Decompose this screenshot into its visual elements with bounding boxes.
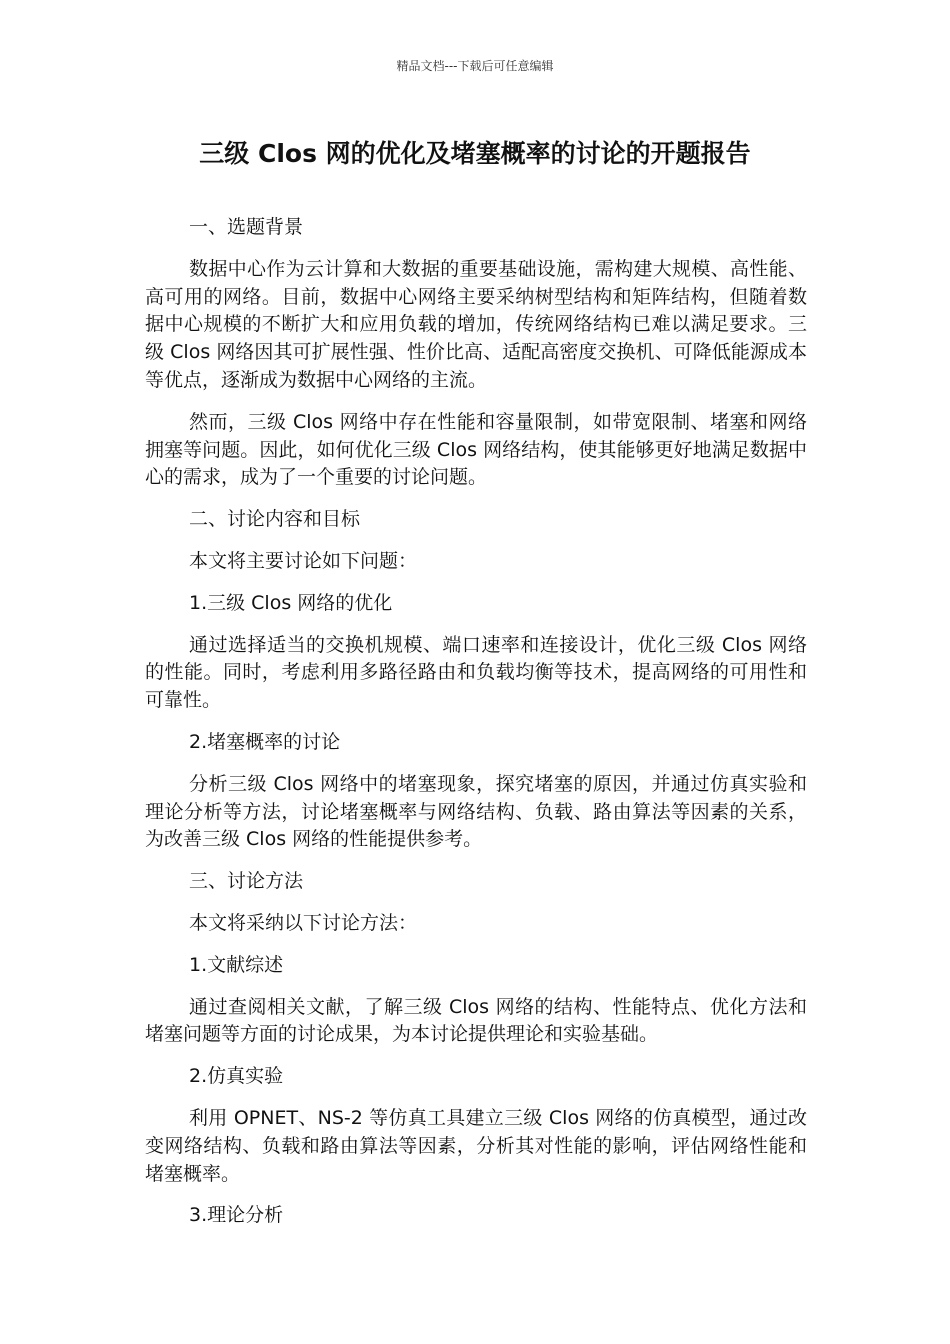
subheading-blocking: 2.堵塞概率的讨论 (189, 730, 341, 753)
document-title: 三级 Clos 网的优化及堵塞概率的讨论的开题报告 (199, 139, 751, 168)
paragraph-optimization: 通过选择适当的交换机规模、端口速率和连接设计，优化三级 Clos 网络的性能。同时，考虑利用多路径路由和负载均衡等技术，提高网络的可用性和可靠性。 (145, 633, 807, 712)
header-note: 精品文档---下载后可任意编辑 (396, 59, 554, 73)
paragraph-blocking: 分析三级 Clos 网络中的堵塞现象，探究堵塞的原因，并通过仿真实验和理论分析等方法，讨论堵塞概率与网络结构、负载、路由算法等因素的关系，为改善三级 Clos 网络的性能提供参考。 (145, 772, 807, 851)
subheading-theory: 3.理论分析 (189, 1204, 284, 1227)
section-heading-content: 二、讨论内容和目标 (189, 508, 361, 531)
section-heading-method: 三、讨论方法 (189, 870, 304, 893)
document-body (145, 214, 807, 1244)
subheading-optimization: 1.三级 Clos 网络的优化 (189, 591, 393, 614)
paragraph-method-intro: 本文将采纳以下讨论方法： (189, 911, 418, 934)
paragraph-simulation: 利用 OPNET、NS-2 等仿真工具建立三级 Clos 网络的仿真模型，通过改变网络结构、负载和路由算法等因素，分析其对性能的影响，评估网络性能和堵塞概率。 (145, 1106, 807, 1185)
subheading-literature: 1.文献综述 (189, 953, 284, 976)
paragraph-content-intro: 本文将主要讨论如下问题： (189, 549, 418, 572)
subheading-simulation: 2.仿真实验 (189, 1065, 284, 1088)
paragraph-background-1: 数据中心作为云计算和大数据的重要基础设施，需构建大规模、高性能、高可用的网络。目前，数据中心网络主要采纳树型结构和矩阵结构，但随着数据中心规模的不断扩大和应用负载的增加，传统网络结构已难以满足要求。三级 Clos 网络因其可扩展性强、性价比高、适配高密度交换机、可降低能源成本等优点，逐渐成为数据中心网络的主流。 (145, 257, 807, 391)
section-heading-background: 一、选题背景 (189, 216, 304, 238)
paragraph-background-2: 然而，三级 Clos 网络中存在性能和容量限制，如带宽限制、堵塞和网络拥塞等问题。因此，如何优化三级 Clos 网络结构，使其能够更好地满足数据中心的需求，成为了一个重要的讨论问题。 (145, 410, 807, 489)
paragraph-literature: 通过查阅相关文献，了解三级 Clos 网络的结构、性能特点、优化方法和堵塞问题等方面的讨论成果，为本讨论提供理论和实验基础。 (145, 995, 807, 1046)
